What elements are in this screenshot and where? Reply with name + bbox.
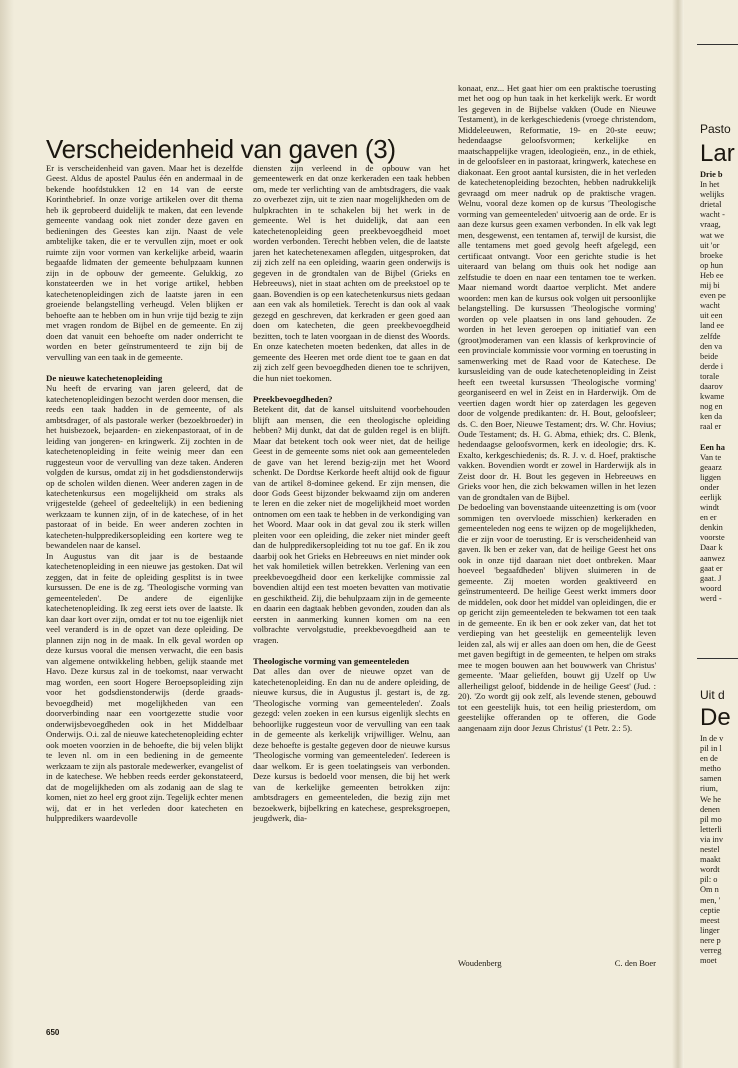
next-page-article-top — [700, 122, 738, 604]
article-title: Verscheidenheid van gaven (3) — [46, 134, 396, 164]
side-text-line: denen — [700, 804, 720, 814]
paragraph: De bedoeling van bovenstaande uiteenzetting is om (voor sommigen ten overvloede misschien) kerkeraden en gemeenteleden nog eens te wijzen op de mogelijkheden, die er zijn voor de toerusting. Er is verscheidenheid van gaven. Ik ben er zeker van, dat de heilige Geest het ons ook in onze tijd daaraan niet doet ontbreken. Maar hoeveel 'begaafdheden' blijven sluimeren in de gemeente. Zij moeten worden geaktiveerd en geïnstrumenteerd. De heilige Geest werkt immers door de middelen, ook door het middel van opleidingen, die er op gericht zijn gemeenteleden te bekwamen tot een taak in de gemeente. En ik ben er ook zeker van, dat het tot verdieping van het geestelijk en gemeentelijk leven leiden zal, als wij er alles aan doen om hen, die de Geest met gaven begiftigt in de gemeenten, te helpen om straks mee te mogen bouwen aan het bouwwerk van Christus' gemeente. 'Maar geliefden, bouwt gij Uzelf op Uw allerheiligst geloof, biddende in de heilige Geest' (Jud. : 20). 'Zo wordt gij ook zelf, als levende stenen, gebouwd tot een geestelijk huis, tot een heilig priesterdom, om geestelijke offeranden op te offeren, die Gode aangenaam zijn door Jezus Christus' (1 Petr. 2.: 5). — [458, 502, 656, 733]
side-text-line: wordt — [700, 865, 720, 875]
side-text-line: Drie b — [700, 170, 723, 179]
section-heading: Theologische vorming van gemeenteleden — [253, 655, 410, 666]
side-text-line: Een ha — [700, 442, 725, 452]
side-text-line: letterli — [700, 824, 722, 834]
side-text-line: gaat. J — [700, 573, 722, 583]
side-text-line: wacht — [700, 301, 720, 311]
side-text-line: geaarz — [700, 462, 722, 472]
side-text-line: beide — [700, 351, 719, 361]
side-text-line: moet — [700, 956, 717, 966]
divider-rule — [697, 658, 738, 659]
side-headline: De — [700, 704, 731, 731]
side-text-line: mij bi — [700, 281, 720, 291]
side-text-line: onder — [700, 482, 720, 492]
side-text-line: en er — [700, 513, 717, 523]
side-text-line: men, ' — [700, 895, 721, 905]
page-number: 650 — [46, 1028, 60, 1037]
side-text-line: ken da — [700, 412, 723, 422]
section-heading: Preekbevoegdheden? — [253, 393, 333, 404]
side-text-line: pil: o — [700, 875, 718, 885]
side-text-line: via inv — [700, 834, 724, 844]
side-text-line: maakt — [700, 855, 721, 865]
side-text-line: samen — [700, 774, 722, 784]
side-text-line: broeke — [700, 250, 723, 260]
side-text-line: zelfde — [700, 331, 721, 341]
divider-rule — [697, 44, 738, 45]
paragraph: In Augustus van dit jaar is de bestaande katechetenopleiding in een nieuwe jas gestoken. Dat wil zeggen, dat in feite de opleiding gesplitst is in twee kursussen. De ene is de zg. 'Theologische vorming van gemeenteleden'. De andere de eigenlijke katechetenopleiding. Ik zeg eerst iets over de laatste. Ik kan daar kort over zijn, omdat er tot nu toe eigenlijk niet veel veranderd is in de opzet van deze opleiding. De plannen zijn nog in de maak. In elk geval worden op deze kursus vooral die mensen verwacht, die een basis van algemene ontwikkeling hebben, gelijk staande met Havo. Deze kursus zal in de toekomst, naar verwacht mag worden, een soort Hogere Beroepsopleiding zijn voor het godsdienstonderwijs (derde graads-bevoegdheid) met mogelijkheden van een doorverbinding naar een voortgezette studie voor onderwijsbevoegdheden ook in het Middelbaar Onderwijs. O.i. zal de nieuwe katechetenopleiding echter ook moeten voorzien in de behoefte, die bij velen blijkt te leven nl. om in een bediening in de gemeente werkzaam te zijn als pastorale medewerker, evangelist of in de katechese. We hebben reeds eerder gekonstateerd, dat de mogelijkheden om als zodanig aan de slag te komen, niet zo heel erg groot zijn. Tegelijk echter menen wij, dat er in het verleden door katecheten en hulppredikers waardevolle — [46, 550, 243, 824]
side-text-line: windt — [700, 503, 720, 513]
side-text-line: even pe — [700, 291, 726, 301]
side-text-fragments — [700, 170, 738, 604]
signature-place: Woudenberg — [458, 958, 502, 968]
side-text-line: meest — [700, 915, 720, 925]
paragraph: Nu heeft de ervaring van jaren geleerd, dat de katechetenopleidingen bezocht werden door mensen, die reeds een taak hadden in de gemeente, of als ambtsdrager, of als pastorale werker (bezoekbroeder) in het huisbezoek, bejaarden- en ziekenpastoraat, of in de leiding van jongeren- en kringwerk. Zij zochten in de katechetenopleiding in feite weinig meer dan een ruggesteun voor de vervulling van deze taken. Anderen volgden de kursus, omdat zij in het godsdienstonderwijs op de scholen wilden dienen. Weer anderen zagen in de katechetenkursus een mogelijkheid om straks als vrijgestelde (geheel of gedeeltelijk) in een bediening werkzaam te kunnen zijn, of in de katechese, of in het pastoraat of in beide. En weer anderen zochten in katecheten-hulppredikersopleiding een kortere weg te bewandelen naar de kansel. — [46, 383, 243, 551]
article-column-3 — [458, 83, 656, 943]
paragraph: diensten zijn verleend in de opbouw van het gemeentewerk en dat onze kerkeraden een taak hebben om, mede ter verlichting van de ambtsdragers, die vaak zo overbezet zijn, uit te zien naar mogelijkheden om de hulpkrachten in te schakelen bij het werk in de gemeente. Wel is het duidelijk, dat aan een katechetenopleiding geen preekbevoegdheid moet worden verbonden. Terecht hebben velen, die de laatste jaren het katechetenexamen aflegden, uitgesproken, dat zij zich zelf na een opleiding, waarin geen onderwijs is gegeven in de grondtalen van de Bijbel (Grieks en Hebreeuws), niet in staat achten om de preekstoel op te gaan. Bovendien is op een katechetenkursus niets gedaan aan een vak als homiletiek. Terecht is dan ook al vaak gezegd en geschreven, dat kerkraden er geen goed aan doen om katecheten, die geen preekbevoegdheid bezitten, toch te laten voorgaan in de dienst des Woords. En onze katecheten moeten bedenken, dat alles in de gemeente des Heeren met orde dient toe te gaan en dat zij zich zelf geen bevoegdheden dienen toe te schrijven, die hun niet toekomen. — [253, 163, 450, 383]
section-heading: De nieuwe katechetenopleiding — [46, 372, 163, 383]
side-headline: Lar — [700, 140, 735, 167]
left-edge-shadow — [0, 0, 14, 1068]
side-text-line: In de v — [700, 734, 724, 743]
side-kicker: Pasto — [700, 122, 731, 136]
side-text-line: welijks — [700, 190, 725, 200]
side-text-line: pil in l — [700, 744, 722, 754]
side-text-line: nestel — [700, 845, 720, 855]
side-text-line: derde i — [700, 361, 724, 371]
side-text-line: verreg — [700, 945, 722, 955]
side-text-line: gaat er — [700, 563, 723, 573]
side-text-line: en de — [700, 754, 718, 764]
signature-line — [458, 958, 656, 968]
side-text-line: Van te — [700, 452, 722, 462]
side-text-line: We he — [700, 794, 721, 804]
side-text-line: uit 'or — [700, 240, 720, 250]
side-text-line: In het — [700, 180, 720, 190]
side-text-line: nere p — [700, 935, 721, 945]
side-text-line: op hun — [700, 260, 724, 270]
side-text-line: daarov — [700, 381, 723, 391]
side-text-line: Daar k — [700, 543, 723, 553]
spine-gutter — [672, 0, 684, 1068]
next-page-article-bottom — [700, 688, 738, 966]
side-text-line — [700, 432, 738, 442]
side-text-line: drietal — [700, 200, 722, 210]
side-kicker: Uit d — [700, 688, 725, 702]
side-text-line: pil mo — [700, 814, 722, 824]
paragraph: Betekent dit, dat de kansel uitsluitend voorbehouden blijft aan mensen, die een theologische opleiding hebben? Mij dunkt, dat dat de gulden regel is en blijft. Maar dat betekent toch ook weer niet, dat de heilige Geest in de gemeente soms niet ook aan gemeenteleden de gave van het lerend bezig-zijn met het Woord schenkt. De Dordtse Kerkorde heeft altijd ook de figuur van de artikel 8-dominee gekend. Er zijn mensen, die door Gods Geest bijzonder bekwaamd zijn om anderen te leren en die zeker niet de mogelijkheid moet worden ontnomen om een taak te hebben in de verkondiging van het Woord. Maar ook in dat geval zou ik sterk willen pleiten voor een opleiding, die zeker niet minder geeft dan de hulppredikersopleiding tot nu toe gaf. En ik zou daarbij ook het Grieks en Hebreeuws en niet minder ook het vak homiletiek willen betrekken. Verlening van een preekbevoegdheid door een kerkelijke commissie zal bovendien altijd een test moeten bevatten van motivatie en geschiktheid. Zij, die behulpzaam zijn in de gemeente en daarin een dagtaak hebben gevonden, zouden dan als eersten in aanmerking kunnen komen om na een volbrachte vervolgstudie, preekbevoegdheid aan te vragen. — [253, 404, 450, 645]
side-text-line: werd - — [700, 593, 722, 603]
side-text-line: metho — [700, 764, 721, 774]
side-text-line: rium, — [700, 784, 718, 794]
side-text-line: denkin — [700, 523, 723, 533]
signature-author: C. den Boer — [614, 958, 656, 968]
side-text-line: liggen — [700, 472, 721, 482]
paragraph: Er is verscheidenheid van gaven. Maar het is dezelfde Geest. Aldus de apostel Paulus één en andermaal in de bekende hoofdstukken 12 en 14 van de eerste Korinthebrief. In onze vorige artikelen over dit thema heb ik geprobeerd duidelijk te maken, dat een levende gemeente vandaag ook niet zonder deze gaven en bedieningen des Geestes kan zijn. Naast de vele ambtelijke taken, die er te vervullen zijn, moet er ook ruimte zijn voor vormen van kerkelijke arbeid, waarin begaafde lidmaten der gemeente behulpzaam kunnen zijn in de opbouw der gemeente. Gelukkig, zo konstateerden we in het vorige artikel, hebben katechetenopleidingen zich de laatste jaren in een groeiende belangstelling verheugd. Velen blijken er behoefte aan te hebben om in hun vrije tijd bezig te zijn met vragen rondom de Bijbel en de gemeente. En zij doen dat vanuit een behoefte om nader onderricht te worden en beter geïnstrumenteerd te zijn bij de vervulling van een taak in de gemeente. — [46, 163, 243, 362]
side-text-line: Heb ee — [700, 270, 724, 280]
paragraph: konaat, enz... Het gaat hier om een praktische toerusting met het oog op hun taak in het kerkelijk werk. Er wordt les gegeven in de Bijbelse vakken (Oude en Nieuwe Testament), in de kerkgeschiedenis (vroege christendom, Middeleeuwen, Reformatie, 19- en 20-ste eeuw; hedendaagse geloofsvormen; kerkelijke en maatschappelijke vragen, ideologieën, enz., in de ethiek, in de geloofsleer en in pastoraat, kringwerk, katechese en diakonaat. Een groot aantal kursisten, die in het verleden de katechetenopleiding bezochten, hebben nadrukkelijk gevraagd om meer nadruk op de praktische vragen. Welnu, vooral deze komen op de kursus 'Theologische vorming van gemeenteleden' uitvoerig aan de orde. Er is aan deze kursus geen examen verbonden. In elk vak legt men, desgewenst, een tentamen af, terwijl de kursist, die alle tentamens met goed gevolg heeft afgelegd, een certificaat ontvangt. Voor een gerichte studie is het uiteraard van belang om thuis ook het nodige aan zelfstudie te doen en naar een tentamen toe te werken. Maar niemand wordt daartoe verplicht. Met andere woorden: men kan de kursus ook volgen uit persoonlijke belangstelling. De kursussen 'Theologische vorming' worden op vele plaatsen in ons land gehouden. Ze worden in het leven geroepen op initiatief van een (groot)moderamen van een klassis of kerkprovincie of een provinciale kommissie voor vorming en toerusting in samenwerking met de Raad voor de Katechese. De kursusleiding van de oude katechetenopleiding in Zeist heeft een tweetal kursussen 'Theologische vorming' georganiseerd en wel in Zeist en in Harderwijk. Om de veertien dagen wordt hier op zaterdagen les gegeven door de volgende predikanten: dr. H. Bout, geloofsleer; ds. C. den Boer, Nieuwe Testament; drs. W. Chr. Hovius; Oude Testament; ds. H. G. Abma, ethiek; drs. C. Blenk, hedendaagse geloofsvormen, kerk en ideologie; drs. K. Exalto, kerkgeschiedenis; ds. R. J. v. d. Hoef, praktische vakken. Bovendien wordt er zowel in Harderwijk als in Zeist door dr. H. Bout les gegeven in Hebreeuws en Grieks voor hen, die zich bekwamen willen in het lezen van de grondtalen van de Bijbel. — [458, 83, 656, 502]
side-text-line: uit een — [700, 311, 723, 321]
side-text-line: torale — [700, 371, 720, 381]
side-text-line: woord — [700, 583, 722, 593]
side-text-line: eerlijk — [700, 493, 722, 502]
side-text-line: ceptie — [700, 905, 720, 915]
side-text-line: den va — [700, 341, 723, 351]
side-text-line: nog en — [700, 402, 723, 412]
side-text-line: land ee — [700, 321, 724, 331]
side-text-line: raal er — [700, 422, 722, 432]
side-text-line: voorste — [700, 533, 725, 543]
side-text-line: vraag, — [700, 220, 721, 230]
article-column-1 — [46, 163, 243, 1013]
side-text-line: wat we — [700, 230, 724, 240]
article-column-2 — [253, 163, 450, 823]
side-text-fragments — [700, 734, 738, 966]
side-text-line: linger — [700, 925, 720, 935]
side-text-line: aanwez — [700, 553, 726, 563]
side-text-line: wacht - — [700, 210, 725, 220]
side-text-line: kwame — [700, 392, 725, 402]
side-text-line: Om n — [700, 885, 719, 895]
paragraph: Dat alles dan over de nieuwe opzet van de katechetenopleiding. En dan nu de andere opleiding, de nieuwe kursus, die in Augustus jl. gestart is, de zg. 'Theologische vorming van gemeenteleden'. Zoals gezegd: velen zoeken in een kursus eigenlijk slechts en behoorlijke ruggesteun voor de vervulling van een taak in de gemeente als kerkelijk vrijwilliger. Welnu, aan deze behoefte is gestalte gegeven door de nieuwe kursus 'Theologische vorming van gemeenteleden'. Iedereen is daar welkom. Er is geen toelatingseis van verbonden. Deze kursus is bedoeld voor mensen, die bij het werk van de kerkelijke gemeenten betrokken zijn: ambtsdragers en gemeenteleden, die bezig zijn met bezoekwerk, bijbelkring en katechese, gespreksgroepen, jeugdwerk, dia- — [253, 666, 450, 823]
